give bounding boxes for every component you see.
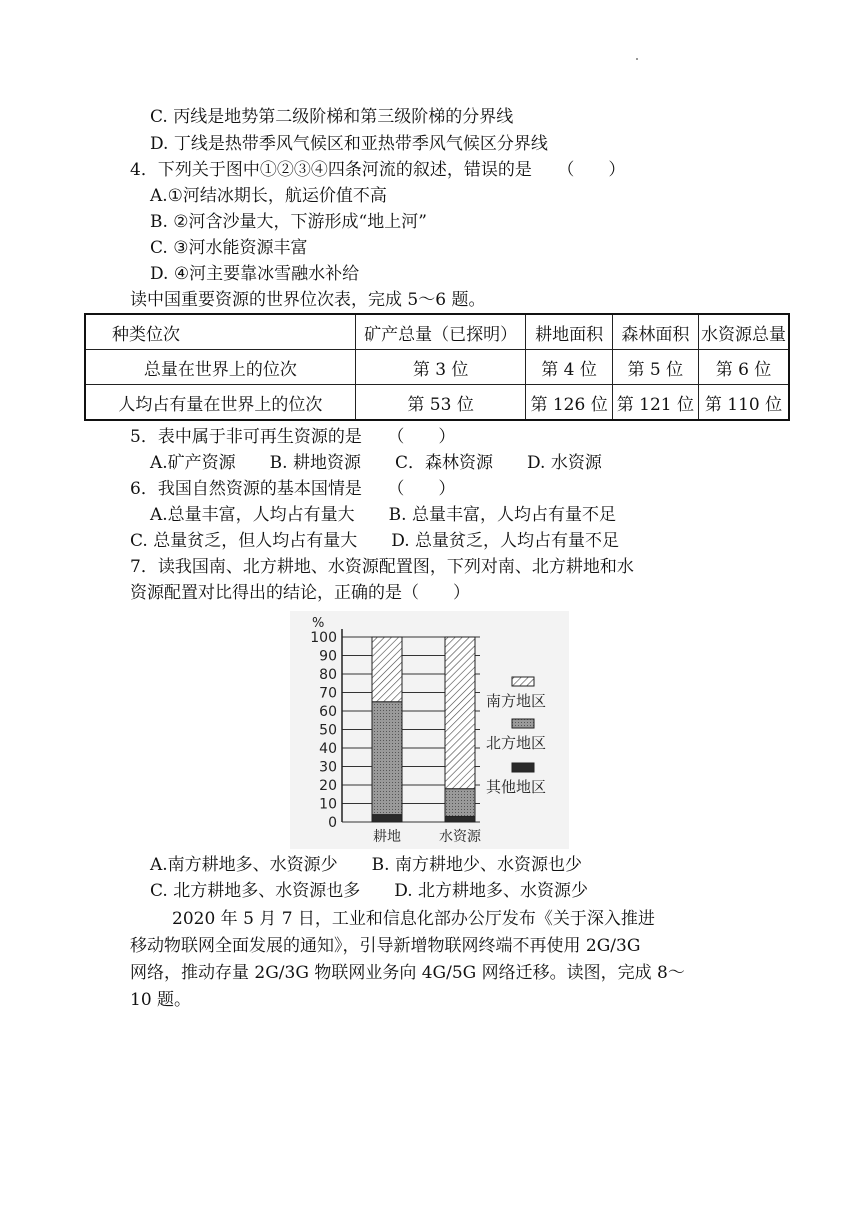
table-cell: 人均占有量在世界上的位次 [85,385,355,421]
option-c-line: C. 丙线是地势第二级阶梯和第三级阶梯的分界线 [150,107,514,127]
tick-label: 40 [319,741,337,757]
resource-rank-table [84,313,790,421]
q4-option-b: B. ②河含沙量大，下游形成“地上河” [150,212,427,232]
question-7-line-2: 资源配置对比得出的结论，正确的是（ ） [130,583,470,603]
q6-options-cd: C. 总量贫乏，但人均占有量大 D. 总量贫乏，人均占有量不足 [130,531,620,551]
paragraph-line-2: 移动物联网全面发展的通知》，引导新增物联网终端不再使用 2G/3G [130,936,641,956]
paragraph-line-4: 10 题。 [130,990,192,1010]
legend-label: 北方地区 [486,734,547,752]
other-segment [445,816,475,822]
north-segment [372,702,402,815]
legend-swatch-south [512,677,534,686]
south-segment [445,637,475,789]
legend-label: 南方地区 [486,692,547,710]
table-cell: 第 126 位 [526,385,612,421]
resource-allocation-figure [290,611,569,849]
table-header-cell: 森林面积 [612,314,698,350]
table-cell: 第 110 位 [699,385,790,421]
paragraph-line-1: 2020 年 5 月 7 日，工业和信息化部办公厅发布《关于深入推进 [172,909,655,929]
table-row [85,385,789,421]
tick-label: 30 [319,759,337,776]
table-cell: 第 5 位 [612,350,698,385]
bar-chart-svg [290,611,569,849]
other-segment [372,815,402,822]
scan-dot [636,58,638,60]
q4-option-d: D. ④河主要靠冰雪融水补给 [150,264,360,284]
q5-options: A.矿产资源 B. 耕地资源 C．森林资源 D. 水资源 [150,453,602,473]
tick-label: 70 [319,685,337,702]
question-6: 6．我国自然资源的基本国情是 （ ） [130,479,456,499]
tick-label: 20 [319,778,337,794]
table-header-cell: 种类位次 [85,314,355,350]
legend-swatch-other [512,763,534,772]
table-header-cell: 耕地面积 [526,314,612,350]
paragraph-line-3: 网络，推动存量 2G/3G 物联网业务向 4G/5G 网络迁移。读图，完成 8～ [130,963,685,983]
question-4: 4．下列关于图中①②③④四条河流的叙述，错误的是 （ ） [130,160,626,180]
tick-label: 90 [319,648,337,665]
category-label: 耕地 [373,829,401,845]
table-header-cell: 矿产总量（已探明） [355,314,526,350]
category-label: 水资源 [439,829,481,845]
south-segment [372,637,402,702]
legend-label: 其他地区 [486,778,547,796]
q4-option-a: A.①河结冰期长，航运价值不高 [150,186,387,206]
q7-options-cd: C. 北方耕地多、水资源也多 D. 北方耕地多、水资源少 [150,881,589,901]
legend-swatch-north [512,719,534,728]
table-header-row [85,314,789,350]
tick-label: 10 [319,796,337,813]
table-cell: 第 53 位 [355,385,526,421]
question-7-line-1: 7．读我国南、北方耕地、水资源配置图，下列对南、北方耕地和水 [130,557,634,577]
table-header-cell: 水资源总量 [699,314,790,350]
option-d-line: D. 丁线是热带季风气候区和亚热带季风气候区分界线 [150,134,548,154]
tick-label: 50 [319,722,337,739]
north-segment [445,789,475,817]
table-cell: 总量在世界上的位次 [85,350,355,385]
intro-5-6: 读中国重要资源的世界位次表，完成 5～6 题。 [130,290,486,310]
q4-option-c: C. ③河水能资源丰富 [150,238,308,258]
unit-label: % [312,616,325,631]
q6-options-ab: A.总量丰富，人均占有量大 B. 总量丰富，人均占有量不足 [150,505,616,525]
tick-label: 80 [319,667,337,683]
q7-options-ab: A.南方耕地多、水资源少 B. 南方耕地少、水资源也少 [150,855,582,875]
tick-label: 0 [328,815,337,831]
table-cell: 第 6 位 [699,350,790,385]
tick-label: 100 [310,630,337,646]
table-cell: 第 3 位 [355,350,526,385]
question-5: 5．表中属于非可再生资源的是 （ ） [130,427,456,447]
table-cell: 第 121 位 [612,385,698,421]
table-cell: 第 4 位 [526,350,612,385]
table-row [85,350,789,385]
tick-label: 60 [319,704,337,720]
